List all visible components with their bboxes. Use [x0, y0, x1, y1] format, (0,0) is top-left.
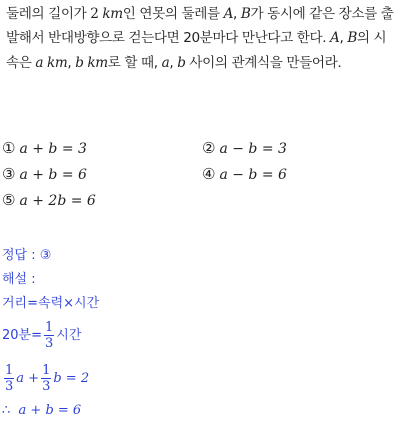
time-suffix: 시간 — [56, 328, 82, 343]
denominator: 3 — [42, 379, 51, 394]
equation-middle: a + — [16, 371, 40, 386]
choice-expression: a + 2b = 6 — [19, 193, 96, 209]
problem-text — [6, 2, 398, 75]
math-symbol: 2 — [90, 6, 103, 22]
numerator: 1 — [5, 363, 14, 378]
math-symbol: A — [223, 6, 234, 22]
explanation-label: 해설 : — [2, 272, 36, 287]
denominator: 3 — [45, 336, 54, 351]
choice-4 — [202, 165, 287, 184]
choice-number: ③ — [2, 165, 16, 183]
denominator: 3 — [5, 379, 14, 394]
choice-5 — [2, 191, 96, 210]
therefore-symbol: ∴ — [2, 403, 11, 418]
numerator: 1 — [42, 363, 51, 378]
fraction-one-third — [4, 363, 14, 394]
problem-text-run: , — [169, 54, 178, 71]
choice-number: ② — [202, 139, 216, 157]
time-prefix: 20분= — [2, 328, 42, 343]
time-conversion — [2, 320, 81, 351]
math-symbol: b km — [75, 54, 108, 71]
fraction-one-third — [41, 363, 51, 394]
fraction-one-third — [44, 320, 54, 351]
choice-3 — [2, 165, 87, 184]
choice-expression: a + b = 6 — [19, 167, 87, 183]
problem-text-run: , — [339, 30, 348, 47]
choice-expression: a − b = 6 — [219, 167, 287, 183]
problem-text-run: 로 할 때, — [107, 54, 162, 71]
final-expression: a + b = 6 — [18, 403, 82, 418]
math-symbol: B — [347, 30, 357, 47]
problem-text-run: , — [233, 6, 241, 22]
choice-number: ④ — [202, 165, 216, 183]
math-symbol: km — [102, 6, 123, 22]
math-symbol: b — [177, 54, 186, 71]
choice-2 — [202, 139, 287, 158]
answer-line: 정답 : ③ — [2, 248, 52, 263]
problem-text-run: 의 시속은 — [6, 30, 387, 71]
choice-number: ① — [2, 139, 16, 157]
math-symbol: a — [161, 54, 170, 71]
problem-text-run: , — [67, 54, 76, 71]
choice-expression: a − b = 3 — [219, 141, 287, 157]
choice-number: ⑤ — [2, 191, 16, 209]
problem-text-run: 사이의 관계식을 만들어라. — [185, 54, 342, 71]
problem-text-run: 인 연못의 둘레를 — [122, 6, 224, 22]
problem-text-run: 가 동시에 같은 장소를 출발해서 반대방향으로 걷는다면 20분마다 만난다고 한다. — [6, 6, 394, 47]
math-symbol: A — [330, 30, 340, 47]
choice-expression: a + b = 3 — [19, 141, 87, 157]
numerator: 1 — [45, 320, 54, 335]
final-answer-line — [2, 403, 81, 418]
problem-text-run: 둘레의 길이가 — [6, 6, 91, 22]
equation-end: b = 2 — [53, 371, 90, 386]
equation-line — [2, 363, 89, 394]
math-symbol: B — [240, 6, 251, 22]
choice-1 — [2, 139, 87, 158]
distance-formula: 거리=속력×시간 — [2, 296, 100, 311]
math-symbol: a km — [35, 54, 68, 71]
